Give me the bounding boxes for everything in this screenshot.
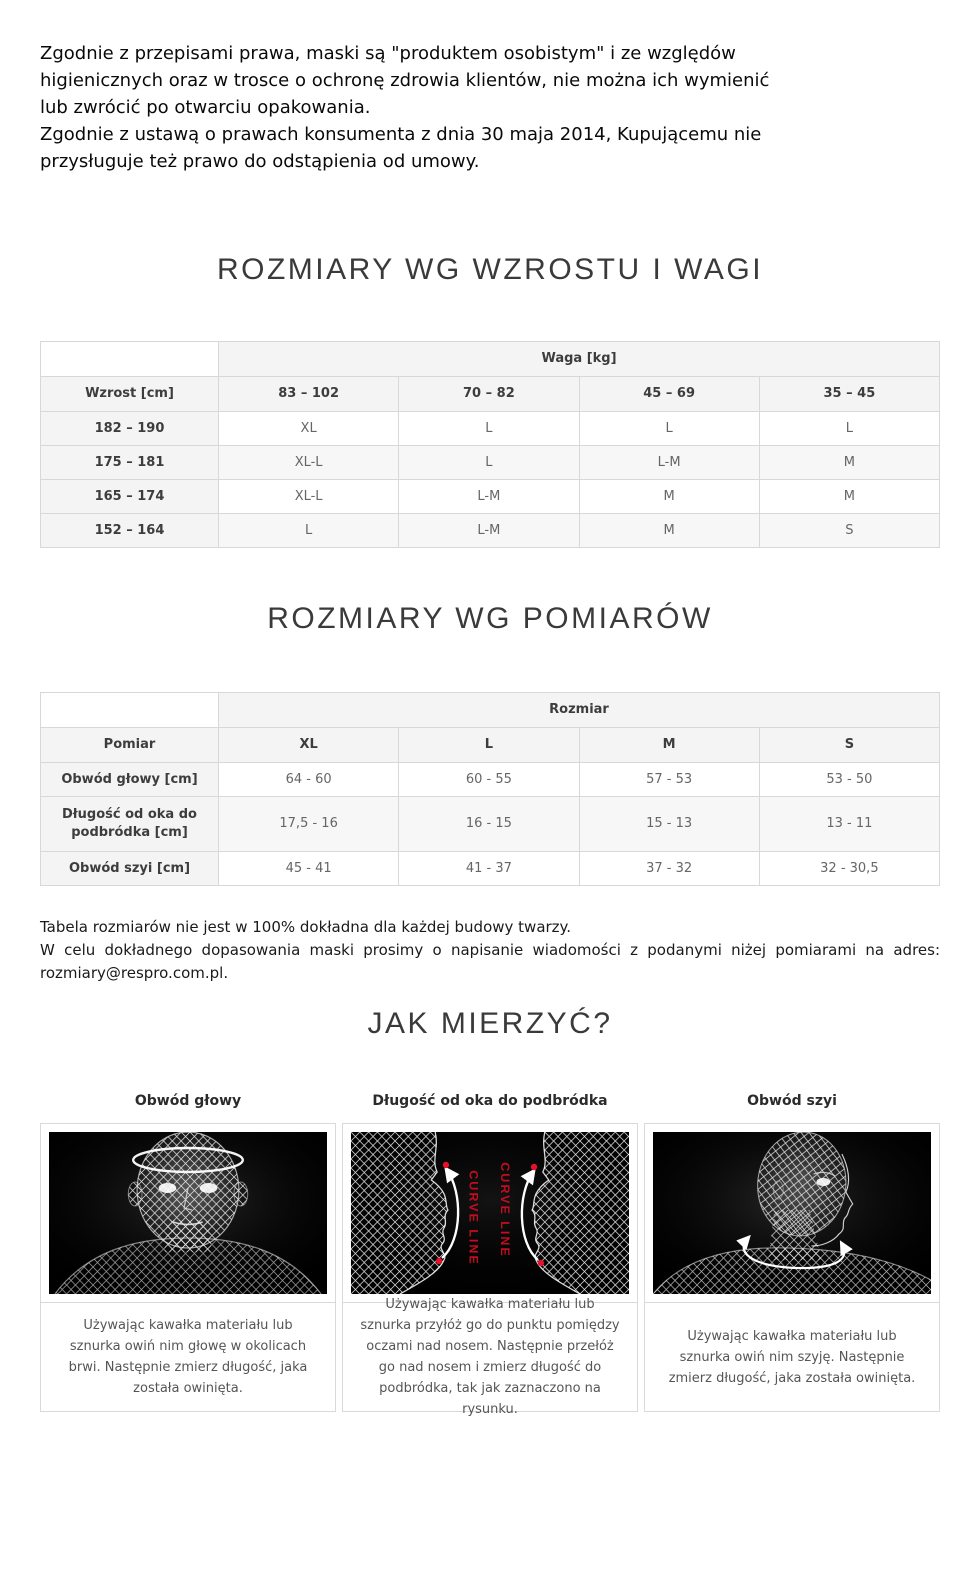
weight-range-header: 45 – 69 [579, 377, 759, 412]
size-cell: L-M [399, 514, 579, 548]
range-cell: 41 - 37 [399, 852, 579, 886]
wireframe-head-front-graphic [49, 1132, 327, 1294]
section-title-how-to-measure: JAK MIERZYĆ? [367, 1007, 613, 1040]
size-cell: M [759, 446, 939, 480]
curve-line-label-right: CURVE LINE [497, 1162, 512, 1258]
range-cell: 32 - 30,5 [759, 852, 939, 886]
wireframe-head-side-graphic [653, 1132, 931, 1294]
size-cell: M [579, 480, 759, 514]
corner-empty-cell [41, 342, 219, 377]
curve-line-label-left: CURVE LINE [466, 1170, 481, 1266]
profiles-image [343, 1124, 637, 1303]
size-cell: XL [219, 412, 399, 446]
figure-head-circumference [40, 1123, 336, 1412]
figure-header-eye-to-chin: Długość od oka do podbródka [372, 1093, 608, 1109]
size-cell: XL-L [219, 480, 399, 514]
size-cell: L [399, 446, 579, 480]
wireframe-profiles-graphic [351, 1132, 629, 1294]
size-by-height-weight-table [40, 341, 940, 548]
measurement-label: Obwód głowy [cm] [41, 763, 219, 797]
size-cell: XL-L [219, 446, 399, 480]
figure-header-head-circumference: Obwód głowy [134, 1093, 242, 1109]
weight-range-header: 70 – 82 [399, 377, 579, 412]
figure-eye-to-chin [342, 1123, 638, 1417]
size-cell: S [759, 514, 939, 548]
range-cell: 16 - 15 [399, 797, 579, 852]
note-line: Tabela rozmiarów nie jest w 100% dokładna dla każdej budowy twarzy. [40, 918, 572, 936]
figures-row [40, 1123, 940, 1417]
figure-headers-row [40, 1093, 940, 1109]
section-title-height-weight: ROZMIARY WG WZROSTU I WAGI [216, 253, 764, 286]
head-front-image [41, 1124, 335, 1303]
weight-group-header: Waga [kg] [219, 342, 940, 377]
figure-header-neck-circumference: Obwód szyi [747, 1093, 837, 1109]
table-row [41, 480, 940, 514]
table-row [41, 412, 940, 446]
intro-line: Zgodnie z przepisami prawa, maski są "produktem osobistym" i ze względów [40, 43, 736, 64]
size-cell: M [759, 480, 939, 514]
neck-image [645, 1124, 939, 1303]
table-row [41, 797, 940, 852]
intro-line: Zgodnie z ustawą o prawach konsumenta z dnia 30 maja 2014, Kupującemu nie [40, 124, 762, 145]
weight-range-header: 35 – 45 [759, 377, 939, 412]
size-letter-header: S [759, 728, 939, 763]
height-range-label: 175 – 181 [41, 446, 219, 480]
range-cell: 45 - 41 [219, 852, 399, 886]
range-cell: 64 - 60 [219, 763, 399, 797]
size-cell: L-M [399, 480, 579, 514]
table-row [41, 852, 940, 886]
intro-line: higienicznych oraz w trosce o ochronę zdrowia klientów, nie można ich wymienić [40, 70, 770, 91]
size-cell: L [399, 412, 579, 446]
legal-intro-paragraph [40, 40, 940, 175]
table-row [41, 763, 940, 797]
range-cell: 15 - 13 [579, 797, 759, 852]
intro-line: lub zwrócić po otwarciu opakowania. [40, 97, 371, 118]
size-group-header: Rozmiar [219, 693, 940, 728]
neck-circumference-caption: Używając kawałka materiału lub sznurka owiń nim szyję. Następnie zmierz długość, jaka została owinięta. [668, 1328, 916, 1386]
weight-range-header: 83 – 102 [219, 377, 399, 412]
head-circumference-caption: Używając kawałka materiału lub sznurka owiń nim głowę w okolicach brwi. Następnie zmierz długość, jaka została owinięta. [68, 1318, 308, 1396]
section-title-measurements: ROZMIARY WG POMIARÓW [267, 602, 713, 635]
height-range-label: 152 – 164 [41, 514, 219, 548]
size-cell: M [579, 514, 759, 548]
measurement-label: Obwód szyi [cm] [41, 852, 219, 886]
table-row [41, 446, 940, 480]
measurement-column-header: Pomiar [41, 728, 219, 763]
range-cell: 57 - 53 [579, 763, 759, 797]
height-range-label: 165 – 174 [41, 480, 219, 514]
size-cell: L [579, 412, 759, 446]
table-row [41, 342, 940, 377]
measurement-label: Długość od oka do podbródka [cm] [41, 797, 219, 852]
height-column-header: Wzrost [cm] [41, 377, 219, 412]
height-range-label: 182 – 190 [41, 412, 219, 446]
size-cell: L-M [579, 446, 759, 480]
table-row [41, 728, 940, 763]
range-cell: 60 - 55 [399, 763, 579, 797]
figure-neck-circumference [644, 1123, 940, 1412]
table-row [41, 514, 940, 548]
size-letter-header: M [579, 728, 759, 763]
size-by-measurements-table [40, 692, 940, 886]
table-row [41, 693, 940, 728]
eye-to-chin-caption: Używając kawałka materiału lub sznurka przyłóż go do punktu pomiędzy oczami nad nosem. Następnie przełóż go nad nosem i zmierz długość do podbródka, tak jak zaznaczono na rysunku. [360, 1297, 620, 1417]
sizing-note-paragraph [40, 916, 940, 985]
range-cell: 13 - 11 [759, 797, 939, 852]
intro-line: przysługuje też prawo do odstąpienia od umowy. [40, 151, 480, 172]
range-cell: 53 - 50 [759, 763, 939, 797]
table-row [41, 377, 940, 412]
size-cell: L [219, 514, 399, 548]
contact-email: rozmiary@respro.com.pl. [40, 964, 229, 982]
size-cell: L [759, 412, 939, 446]
range-cell: 37 - 32 [579, 852, 759, 886]
note-line: W celu dokładnego dopasowania maski prosimy o napisanie wiadomości z podanymi niżej pomiarami na adres: [40, 941, 940, 959]
size-letter-header: XL [219, 728, 399, 763]
range-cell: 17,5 - 16 [219, 797, 399, 852]
size-letter-header: L [399, 728, 579, 763]
corner-empty-cell [41, 693, 219, 728]
